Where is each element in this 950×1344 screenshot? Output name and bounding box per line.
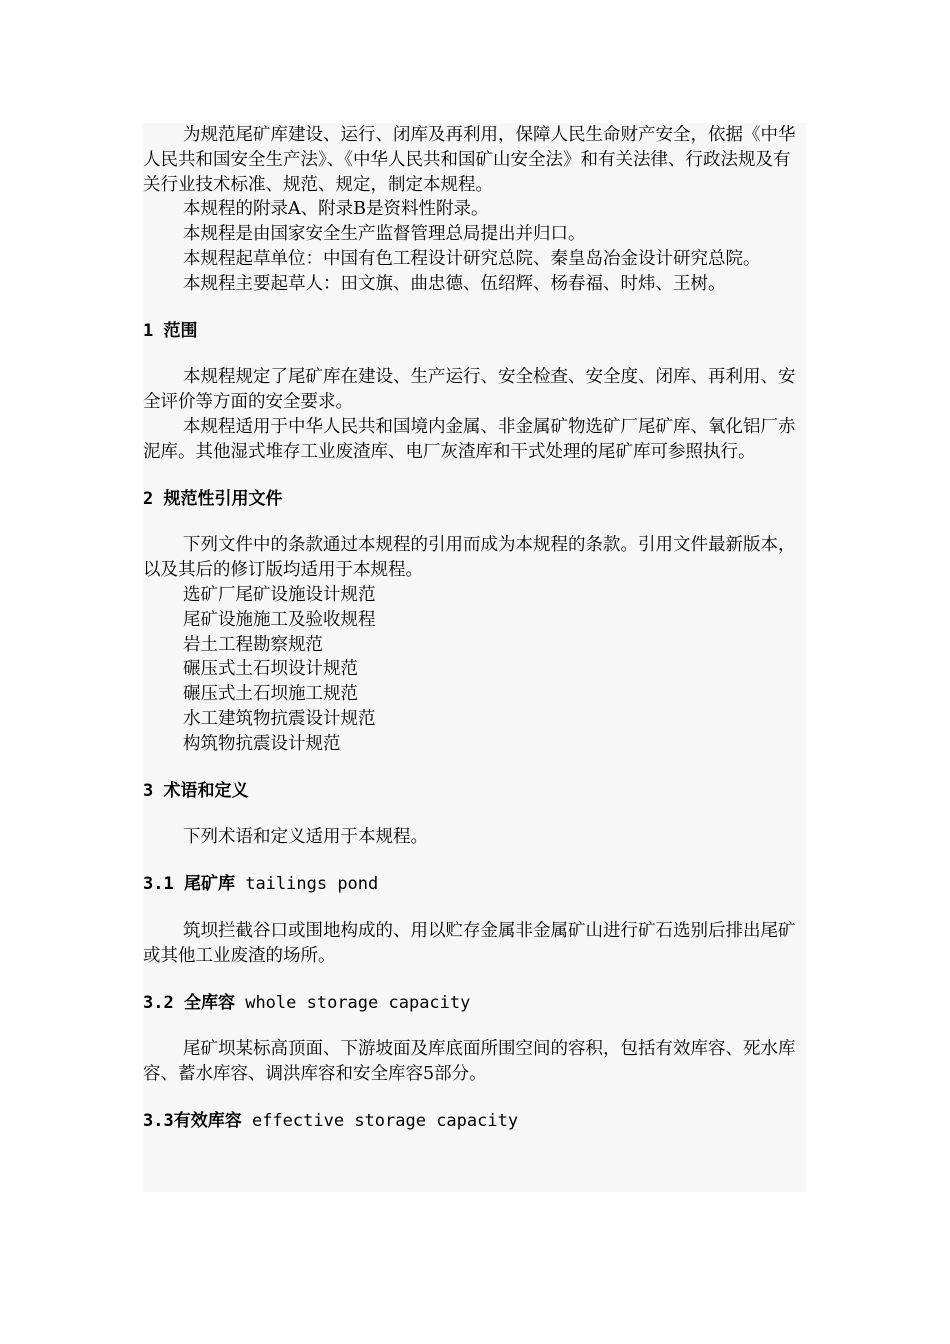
section-3-2-english: whole storage capacity [245,992,471,1013]
section-3-1-english: tailings pond [245,874,379,895]
reference-item: 构筑物抗震设计规范 [183,733,341,754]
section-3-3-number: 3.3有效库容 [143,1110,242,1131]
section-3-3-english: effective storage capacity [251,1110,519,1131]
section-1-paragraph: 本规程适用于中华人民共和国境内金属、非金属矿物选矿厂尾矿库、氧化铝厂赤泥库。其他湿式堆存工业废渣库、电厂灰渣库和干式处理的尾矿库可参照执行。 [143,416,796,462]
preface-paragraph: 本规程的附录A、附录B是资料性附录。 [183,199,489,220]
document-page [143,123,806,1192]
reference-item: 水工建筑物抗震设计规范 [183,708,376,729]
section-3-2-heading [143,991,806,1016]
section-3-1-paragraph: 筑坝拦截谷口或围地构成的、用以贮存金属非金属矿山进行矿石选别后排出尾矿或其他工业废渣的场所。 [143,920,796,966]
reference-item: 选矿厂尾矿设施设计规范 [183,584,376,605]
section-3-1-heading [143,872,806,897]
preface-section [143,123,806,297]
preface-paragraph: 本规程起草单位：中国有色工程设计研究总院、秦皇岛冶金设计研究总院。 [183,248,761,269]
reference-item: 岩土工程勘察规范 [183,634,323,655]
section-1-paragraph: 本规程规定了尾矿库在建设、生产运行、安全检查、安全度、闭库、再利用、安全评价等方面的安全要求。 [143,367,796,413]
preface-paragraph: 为规范尾矿库建设、运行、闭库及再利用，保障人民生命财产安全，依据《中华人民共和国安全生产法》、《中华人民共和国矿山安全法》和有关法律、行政法规及有关行业技术标准、规范、规定，制定本规程。 [143,125,796,195]
section-3-2-paragraph: 尾矿坝某标高顶面、下游坡面及库底面所围空间的容积，包括有效库容、死水库容、蓄水库容、调洪库容和安全库容5部分。 [143,1039,796,1085]
section-2-heading: 2 规范性引用文件 [143,488,283,509]
section-3-3-heading [143,1109,806,1134]
reference-item: 碾压式土石坝施工规范 [183,684,358,705]
section-3-2-number: 3.2 全库容 [143,992,235,1013]
reference-item: 碾压式土石坝设计规范 [183,659,358,680]
section-1-heading: 1 范围 [143,320,198,341]
preface-paragraph: 本规程主要起草人：田文旗、曲忠德、伍绍辉、杨春福、时炜、王树。 [183,273,726,294]
section-3-1-number: 3.1 尾矿库 [143,874,235,895]
section-2-intro: 下列文件中的条款通过本规程的引用而成为本规程的条款。引用文件最新版本，以及其后的修订版均适用于本规程。 [143,535,796,581]
reference-item: 尾矿设施施工及验收规程 [183,609,376,630]
section-3-heading: 3 术语和定义 [143,780,249,801]
preface-paragraph: 本规程是由国家安全生产监督管理总局提出并归口。 [183,224,586,245]
section-3-intro: 下列术语和定义适用于本规程。 [183,827,428,848]
